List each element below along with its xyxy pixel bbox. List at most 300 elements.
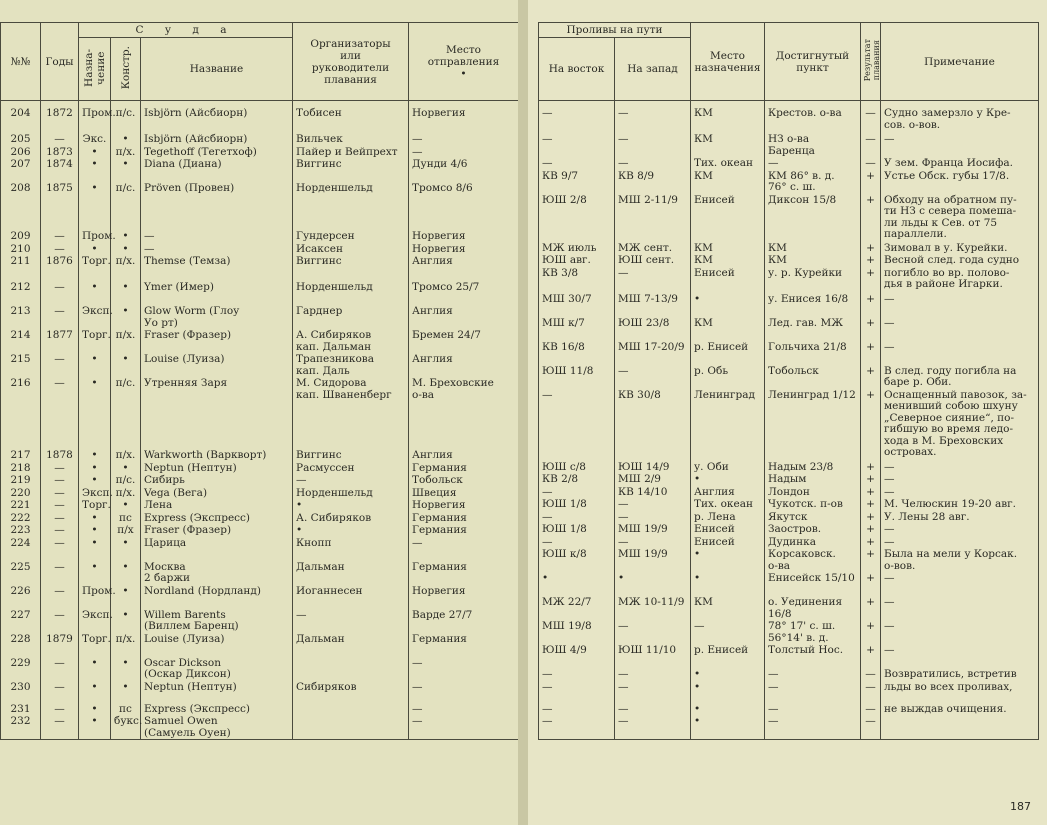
cell-k: п/с.	[111, 107, 141, 133]
cell-k: •	[111, 462, 141, 475]
table-row	[539, 267, 1039, 293]
cell-reach: Корсаковск. о-ва	[765, 548, 861, 572]
cell-p: •	[79, 474, 111, 487]
cell-k: •	[111, 657, 141, 681]
cell-k: п/с.	[111, 182, 141, 230]
table-row	[539, 511, 1039, 524]
cell-org: А. Сибиряков	[293, 512, 409, 525]
cell-dep: Англия	[409, 353, 519, 377]
cell-w: •	[615, 572, 691, 596]
cell-name: Neptun (Нептун)	[141, 462, 293, 475]
cell-reach: Ленинград 1/12	[765, 389, 861, 461]
cell-reach: КМ	[765, 254, 861, 267]
cell-p: •	[79, 512, 111, 525]
cell-org: —	[293, 474, 409, 487]
table-row	[1, 462, 519, 475]
cell-dest: Тих. океан	[691, 157, 765, 170]
cell-org: Виггинс	[293, 158, 409, 182]
table-row	[539, 317, 1039, 341]
cell-y: —	[41, 243, 79, 256]
cell-p: Пром.	[79, 585, 111, 609]
cell-note: —	[881, 133, 1039, 157]
cell-e: —	[539, 107, 615, 133]
cell-k: •	[111, 133, 141, 146]
cell-res: +	[861, 511, 881, 524]
cell-n: 217	[1, 449, 41, 462]
cell-dep: —	[409, 703, 519, 716]
cell-w: —	[615, 620, 691, 644]
cell-name: Diana (Диана)	[141, 158, 293, 182]
left-table	[0, 22, 519, 740]
cell-org: Виггинс	[293, 255, 409, 281]
table-row	[1, 107, 519, 133]
cell-w: ЮШ 23/8	[615, 317, 691, 341]
right-page	[528, 0, 1047, 825]
cell-org	[293, 715, 409, 740]
table-row	[539, 365, 1039, 389]
cell-org	[293, 703, 409, 716]
cell-dep: Германия	[409, 512, 519, 525]
cell-e: КВ 3/8	[539, 267, 615, 293]
cell-y: —	[41, 353, 79, 377]
cell-k: •	[111, 353, 141, 377]
cell-p: •	[79, 281, 111, 305]
cell-k: •	[111, 561, 141, 585]
cell-reach: КМ 86° в. д. 76° с. ш.	[765, 170, 861, 194]
cell-e: КВ 16/8	[539, 341, 615, 365]
cell-k: п/х	[111, 524, 141, 537]
cell-reach: —	[765, 703, 861, 716]
table-row	[539, 461, 1039, 474]
cell-y: —	[41, 537, 79, 561]
table-row	[1, 703, 519, 716]
cell-res: —	[861, 133, 881, 157]
table-row	[1, 449, 519, 462]
cell-res: —	[861, 715, 881, 739]
cell-y: —	[41, 524, 79, 537]
table-row	[1, 377, 519, 449]
cell-res: —	[861, 703, 881, 716]
cell-dep: Норвегия	[409, 499, 519, 512]
cell-org: Гарднер	[293, 305, 409, 329]
cell-name: —	[141, 243, 293, 256]
page-gutter	[518, 0, 528, 825]
cell-y: —	[41, 715, 79, 740]
col-num: №№	[1, 23, 41, 101]
cell-note: —	[881, 523, 1039, 536]
cell-w: МЖ сент.	[615, 242, 691, 255]
cell-res: +	[861, 254, 881, 267]
left-table-body	[1, 101, 519, 740]
cell-dep: Тобольск	[409, 474, 519, 487]
cell-note: —	[881, 341, 1039, 365]
cell-dest: •	[691, 572, 765, 596]
cell-p: •	[79, 377, 111, 449]
cell-dep: —	[409, 537, 519, 561]
cell-p: •	[79, 703, 111, 716]
cell-reach: Толстый Нос.	[765, 644, 861, 668]
cell-n: 231	[1, 703, 41, 716]
cell-dep: Швеция	[409, 487, 519, 500]
cell-res: —	[861, 107, 881, 133]
cell-y: —	[41, 377, 79, 449]
cell-dest: КМ	[691, 317, 765, 341]
cell-k: •	[111, 230, 141, 243]
cell-dep: —	[409, 146, 519, 159]
cell-note: —	[881, 596, 1039, 620]
cell-reach: у. р. Курейки	[765, 267, 861, 293]
cell-y: —	[41, 487, 79, 500]
cell-e: —	[539, 486, 615, 499]
cell-dep: Норвегия	[409, 585, 519, 609]
cell-n: 212	[1, 281, 41, 305]
cell-n: 204	[1, 107, 41, 133]
cell-note: Оснащенный павозок, за- менивший собою шхуну „Северное сияние“, по- гибшую во время ледо- хода в М. Бреховских островах.	[881, 389, 1039, 461]
table-row	[1, 230, 519, 243]
cell-y: —	[41, 281, 79, 305]
cell-name: Samuel Owen (Самуель Оуен)	[141, 715, 293, 740]
cell-reach: о. Уединения 16/8	[765, 596, 861, 620]
col-group-vessels: С у д а	[79, 23, 293, 38]
table-row	[1, 133, 519, 146]
cell-res: +	[861, 389, 881, 461]
cell-dep: Норвегия	[409, 243, 519, 256]
cell-dest: •	[691, 668, 765, 681]
cell-w: ЮШ 11/10	[615, 644, 691, 668]
cell-y: —	[41, 499, 79, 512]
cell-e: МШ 30/7	[539, 293, 615, 317]
cell-note: —	[881, 486, 1039, 499]
cell-dest: —	[691, 620, 765, 644]
cell-y: —	[41, 230, 79, 243]
col-name: Название	[141, 38, 293, 101]
cell-res: +	[861, 267, 881, 293]
cell-n: 218	[1, 462, 41, 475]
cell-p: Торг.	[79, 499, 111, 512]
cell-res: +	[861, 596, 881, 620]
cell-p: •	[79, 462, 111, 475]
cell-reach: Надым 23/8	[765, 461, 861, 474]
cell-note: не выждав очищения.	[881, 703, 1039, 716]
table-row	[1, 243, 519, 256]
cell-res: +	[861, 194, 881, 242]
cell-k: •	[111, 158, 141, 182]
cell-note	[881, 715, 1039, 739]
cell-dep: Норвегия	[409, 230, 519, 243]
table-row	[539, 389, 1039, 461]
table-row	[1, 609, 519, 633]
cell-org: Дальман	[293, 561, 409, 585]
cell-dep: —	[409, 715, 519, 740]
cell-note: Зимовал в у. Курейки.	[881, 242, 1039, 255]
cell-org: Кнопп	[293, 537, 409, 561]
cell-p: •	[79, 524, 111, 537]
cell-e: КВ 2/8	[539, 473, 615, 486]
cell-k: •	[111, 609, 141, 633]
cell-e: ЮШ 1/8	[539, 523, 615, 536]
table-row	[1, 512, 519, 525]
cell-w: МЖ 10-11/9	[615, 596, 691, 620]
cell-k: п/х.	[111, 255, 141, 281]
cell-n: 222	[1, 512, 41, 525]
cell-k: •	[111, 537, 141, 561]
cell-y: —	[41, 609, 79, 633]
cell-y: 1878	[41, 449, 79, 462]
cell-e: —	[539, 536, 615, 549]
table-row	[1, 499, 519, 512]
cell-y: —	[41, 512, 79, 525]
cell-reach: Якутск	[765, 511, 861, 524]
cell-y: —	[41, 133, 79, 146]
cell-e: ЮШ 2/8	[539, 194, 615, 242]
cell-res: +	[861, 620, 881, 644]
cell-y: 1875	[41, 182, 79, 230]
cell-e: ЮШ 4/9	[539, 644, 615, 668]
cell-k: п/х.	[111, 487, 141, 500]
cell-reach: Гольчиха 21/8	[765, 341, 861, 365]
cell-e: МШ к/7	[539, 317, 615, 341]
cell-e: МЖ июль	[539, 242, 615, 255]
cell-p: •	[79, 449, 111, 462]
table-row	[539, 572, 1039, 596]
cell-res: +	[861, 644, 881, 668]
cell-org: Расмуссен	[293, 462, 409, 475]
cell-name: Isbjörn (Айсбиорн)	[141, 107, 293, 133]
col-construction: Констр.	[111, 38, 141, 101]
table-row	[539, 157, 1039, 170]
cell-dest: •	[691, 293, 765, 317]
cell-org: —	[293, 609, 409, 633]
cell-name: Themse (Темза)	[141, 255, 293, 281]
cell-k: •	[111, 681, 141, 703]
cell-p: Пром.	[79, 107, 111, 133]
cell-name: Tegethoff (Тегетхоф)	[141, 146, 293, 159]
cell-dest: р. Енисей	[691, 341, 765, 365]
cell-note: Была на мели у Корсак. о-вов.	[881, 548, 1039, 572]
cell-p: •	[79, 537, 111, 561]
cell-k: •	[111, 499, 141, 512]
cell-e: ЮШ к/8	[539, 548, 615, 572]
cell-p: •	[79, 146, 111, 159]
cell-y: 1879	[41, 633, 79, 657]
table-row	[539, 242, 1039, 255]
cell-dest: КМ	[691, 133, 765, 157]
cell-dest: •	[691, 473, 765, 486]
col-group-straits: Проливы на пути	[539, 23, 691, 38]
cell-org: Пайер и Вейпрехт	[293, 146, 409, 159]
cell-dep: М. Бреховские о-ва	[409, 377, 519, 449]
cell-org: М. Сидорова кап. Шваненберг	[293, 377, 409, 449]
table-row	[539, 681, 1039, 703]
cell-dep: —	[409, 133, 519, 146]
cell-reach: —	[765, 668, 861, 681]
cell-e: МШ 19/8	[539, 620, 615, 644]
cell-dest: КМ	[691, 107, 765, 133]
table-row	[1, 158, 519, 182]
cell-org: Виггинс	[293, 449, 409, 462]
cell-dest: •	[691, 548, 765, 572]
cell-org: Норденшельд	[293, 487, 409, 500]
cell-note: Устье Обск. губы 17/8.	[881, 170, 1039, 194]
cell-n: 226	[1, 585, 41, 609]
cell-w: МШ 2/9	[615, 473, 691, 486]
cell-k: пс	[111, 512, 141, 525]
cell-k: •	[111, 585, 141, 609]
cell-e: —	[539, 133, 615, 157]
table-row	[1, 474, 519, 487]
cell-res: +	[861, 365, 881, 389]
cell-n: 205	[1, 133, 41, 146]
cell-note: —	[881, 473, 1039, 486]
table-row	[1, 305, 519, 329]
cell-dest: р. Обь	[691, 365, 765, 389]
cell-e: —	[539, 703, 615, 716]
cell-p: Эксп.	[79, 305, 111, 329]
cell-e: •	[539, 572, 615, 596]
cell-org: А. Сибиряков кап. Дальман	[293, 329, 409, 353]
col-destination: Место назначения	[691, 23, 765, 101]
cell-y: —	[41, 657, 79, 681]
table-row	[1, 255, 519, 281]
table-row	[539, 596, 1039, 620]
cell-reach: Чукотск. п-ов	[765, 498, 861, 511]
cell-y: 1874	[41, 158, 79, 182]
cell-reach: Тобольск	[765, 365, 861, 389]
cell-n: 216	[1, 377, 41, 449]
cell-y: 1876	[41, 255, 79, 281]
cell-w: —	[615, 365, 691, 389]
cell-name: Willem Barents (Виллем Баренц)	[141, 609, 293, 633]
table-row	[1, 561, 519, 585]
table-row	[1, 487, 519, 500]
cell-org: Сибиряков	[293, 681, 409, 703]
cell-name: Isbjörn (Айсбиорн)	[141, 133, 293, 146]
cell-note: —	[881, 644, 1039, 668]
cell-name: Express (Экспресс)	[141, 703, 293, 716]
cell-reach: Надым	[765, 473, 861, 486]
cell-note: Судно замерзло у Кре- сов. о-вов.	[881, 107, 1039, 133]
cell-e: —	[539, 157, 615, 170]
cell-reach: —	[765, 157, 861, 170]
cell-w: —	[615, 715, 691, 739]
cell-w: —	[615, 133, 691, 157]
cell-dep: Бремен 24/7	[409, 329, 519, 353]
cell-w: ЮШ 14/9	[615, 461, 691, 474]
cell-name: Сибирь	[141, 474, 293, 487]
cell-p: •	[79, 182, 111, 230]
col-east: На восток	[539, 38, 615, 101]
cell-k: •	[111, 281, 141, 305]
right-table	[538, 22, 1039, 740]
table-row	[539, 107, 1039, 133]
cell-w: МШ 19/9	[615, 548, 691, 572]
right-table-body	[539, 101, 1039, 740]
cell-res: +	[861, 293, 881, 317]
table-row	[539, 498, 1039, 511]
cell-res: +	[861, 461, 881, 474]
cell-org: •	[293, 524, 409, 537]
cell-y: —	[41, 305, 79, 329]
cell-w: ЮШ сент.	[615, 254, 691, 267]
cell-dep: —	[409, 681, 519, 703]
cell-w: —	[615, 511, 691, 524]
cell-res: +	[861, 317, 881, 341]
table-row	[1, 537, 519, 561]
cell-note: льды во всех проливах,	[881, 681, 1039, 703]
cell-p: Торг.	[79, 633, 111, 657]
cell-y: —	[41, 462, 79, 475]
cell-res: +	[861, 572, 881, 596]
col-departure: Место отправления •	[409, 23, 519, 101]
cell-n: 219	[1, 474, 41, 487]
cell-p: Торг.	[79, 255, 111, 281]
cell-e: —	[539, 715, 615, 739]
cell-name: Утренняя Заря	[141, 377, 293, 449]
cell-dep: Германия	[409, 524, 519, 537]
table-row	[539, 194, 1039, 242]
table-row	[1, 715, 519, 740]
cell-p: •	[79, 681, 111, 703]
cell-w: —	[615, 536, 691, 549]
cell-dep: Германия	[409, 633, 519, 657]
cell-dep: Тромсо 8/6	[409, 182, 519, 230]
col-purpose: Назна- чение	[79, 38, 111, 101]
table-row	[539, 668, 1039, 681]
cell-dep: Германия	[409, 561, 519, 585]
cell-org: Вильчек	[293, 133, 409, 146]
cell-n: 211	[1, 255, 41, 281]
cell-reach: —	[765, 715, 861, 739]
cell-reach: НЗ о-ва Баренца	[765, 133, 861, 157]
cell-name: Oscar Dickson (Оскар Диксон)	[141, 657, 293, 681]
cell-e: —	[539, 389, 615, 461]
cell-k: п/с.	[111, 474, 141, 487]
page-number: 187	[1010, 800, 1031, 813]
cell-n: 229	[1, 657, 41, 681]
cell-note: —	[881, 620, 1039, 644]
cell-reach: Крестов. о-ва	[765, 107, 861, 133]
cell-org: Иоганнесен	[293, 585, 409, 609]
cell-k: п/х.	[111, 449, 141, 462]
cell-res: +	[861, 536, 881, 549]
cell-k: букс.	[111, 715, 141, 740]
cell-res: +	[861, 486, 881, 499]
table-row	[539, 341, 1039, 365]
table-row	[539, 703, 1039, 716]
cell-p: Эксп.	[79, 609, 111, 633]
cell-p: Экс.	[79, 133, 111, 146]
cell-e: —	[539, 511, 615, 524]
table-row	[539, 473, 1039, 486]
cell-reach: Лед. гав. МЖ	[765, 317, 861, 341]
cell-dep: —	[409, 657, 519, 681]
cell-p: •	[79, 715, 111, 740]
cell-e: —	[539, 681, 615, 703]
cell-y: —	[41, 474, 79, 487]
cell-dest: Енисей	[691, 536, 765, 549]
cell-reach: —	[765, 681, 861, 703]
col-organizers: Организаторы или руководители плавания	[293, 23, 409, 101]
cell-name: Лена	[141, 499, 293, 512]
cell-org	[293, 657, 409, 681]
table-row	[1, 585, 519, 609]
cell-n: 206	[1, 146, 41, 159]
cell-reach: Дудинка	[765, 536, 861, 549]
cell-dep: Германия	[409, 462, 519, 475]
cell-n: 209	[1, 230, 41, 243]
cell-dest: р. Лена	[691, 511, 765, 524]
cell-name: Fraser (Фразер)	[141, 329, 293, 353]
